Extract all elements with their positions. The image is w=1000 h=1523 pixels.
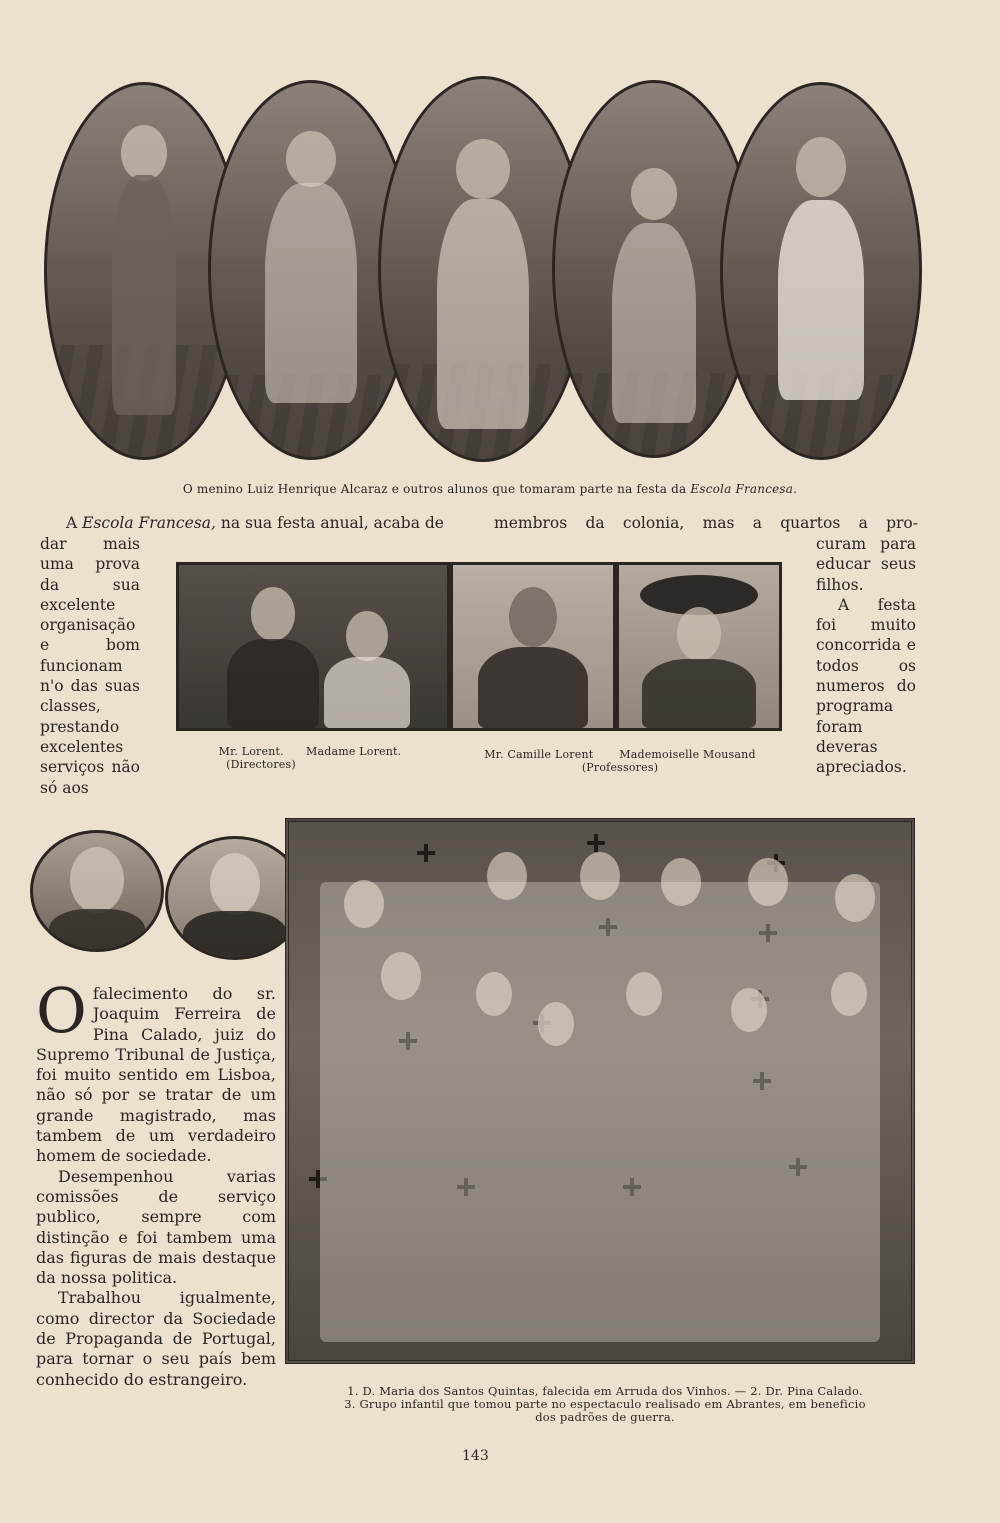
article1-col3: curam para educar seus filhos. A festa foi muito concorrida e todos os numeros do programa foram deveras apreciados. <box>816 535 916 777</box>
group-caption-line3: dos padrões de guerra. <box>535 1410 675 1424</box>
article1-col2-line: membros da colonia, mas a quartos a pro- <box>494 514 918 532</box>
photo-pina-calado <box>165 836 305 960</box>
portrait-caption-role-1: (Directores) <box>226 758 296 771</box>
photo-camille-lorent <box>450 562 616 731</box>
photo-mademoiselle-mousand <box>616 562 782 731</box>
page-number: 143 <box>462 1448 489 1464</box>
portrait-caption-role-2: (Professores) <box>581 761 659 774</box>
photo-mr-madame-lorent <box>176 562 450 731</box>
photo-maria-quintas <box>30 830 164 952</box>
photo-group-children <box>285 818 915 1364</box>
top-photo-caption: O menino Luiz Henrique Alcaraz e outros alunos que tomaram parte na festa da Escola Francesa. <box>182 482 798 496</box>
article1-lead: A Escola Francesa, na sua festa anual, acaba de <box>66 514 444 532</box>
group-caption-line2: 3. Grupo infantil que tomou parte no espectaculo realisado em Abrantes, em beneficio <box>344 1397 866 1411</box>
article2-text: O falecimento do sr. Joaquim Ferreira de Pina Calado, juiz do Supremo Tribunal de Justiça, foi muito sentido em Lisboa, não só por se tratar de um grande magistrado, mas tambem de um verdadeiro homem de sociedade. Desempenhou varias comissões de serviço publico, sempre com distinção e foi tambem uma das figuras de mais destaque da nossa politica. Trabalhou igualmente, como director da Sociedade de Propaganda de Portugal, para tornar o seu país bem conhecido do estrangeiro. <box>36 974 276 1389</box>
article1-col1: dar mais uma prova da sua excelente organisação e bom funcionam n'o das suas classes, prestando excelentes serviços não só aos <box>40 535 140 797</box>
portrait-caption-names-2: Mr. Camille Lorent Mademoiselle Mousand <box>484 748 756 761</box>
group-caption-line1: 1. D. Maria dos Santos Quintas, falecida em Arruda dos Vinhos. — 2. Dr. Pina Calado. <box>347 1384 863 1398</box>
portrait-caption-names-1: Mr. Lorent. Madame Lorent. <box>218 745 402 758</box>
photo-girl-white-dress <box>720 82 922 460</box>
